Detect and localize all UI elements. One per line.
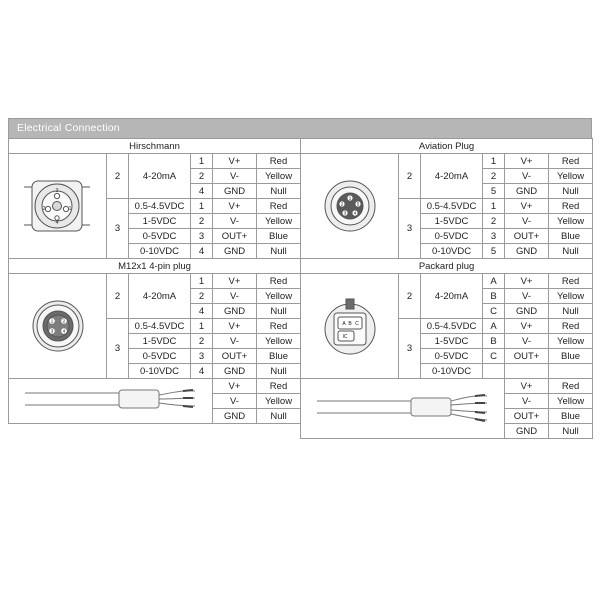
pin-color: Yellow	[549, 289, 593, 304]
connection-table	[8, 138, 593, 439]
pin-signal: V-	[213, 289, 257, 304]
svg-text:1: 1	[68, 206, 71, 212]
section-title-m12: M12x1 4-pin plug	[9, 259, 301, 274]
pin-signal: V+	[213, 154, 257, 169]
packard-range-1-2: 0-5VDC	[421, 349, 483, 364]
cable-left-color: Null	[257, 409, 301, 424]
m12-diagram-svg	[12, 295, 104, 357]
cable-right-color: Null	[549, 424, 593, 439]
pin-number: 5	[483, 184, 505, 199]
svg-text:2: 2	[62, 318, 65, 324]
hirschmann-range-1-0: 0.5-4.5VDC	[129, 199, 191, 214]
svg-text:1: 1	[50, 318, 53, 324]
pin-color: Blue	[257, 349, 301, 364]
electrical-connection-sheet	[8, 118, 592, 474]
pin-color: Red	[257, 199, 301, 214]
cable-right-signal: V-	[505, 394, 549, 409]
section-title-aviation: Aviation Plug	[301, 139, 593, 154]
cable-left-color: Red	[257, 379, 301, 394]
cable-right-signal: OUT+	[505, 409, 549, 424]
pin-number: 2	[191, 214, 213, 229]
pin-signal: V-	[505, 289, 549, 304]
table-row	[9, 379, 593, 394]
pin-number: C	[483, 349, 505, 364]
packard-group-num-0: 2	[399, 274, 421, 319]
pin-color: Blue	[549, 229, 593, 244]
m12-range-1-3: 0-10VDC	[129, 364, 191, 379]
pin-signal: V+	[505, 319, 549, 334]
pin-signal: V-	[213, 334, 257, 349]
cable-right-color: Yellow	[549, 394, 593, 409]
m12-range-1-2: 0-5VDC	[129, 349, 191, 364]
svg-text:3: 3	[55, 188, 58, 194]
pin-number: 4	[191, 244, 213, 259]
m12-connector-image	[9, 274, 107, 379]
pin-signal: V+	[505, 154, 549, 169]
pin-signal: V-	[505, 169, 549, 184]
pin-number: 5	[483, 244, 505, 259]
pin-number: 1	[191, 154, 213, 169]
m12-range-1-1: 1-5VDC	[129, 334, 191, 349]
hirschmann-range-1-3: 0-10VDC	[129, 244, 191, 259]
aviation-connector-image	[301, 154, 399, 259]
cable-right-svg	[315, 381, 491, 437]
svg-text:A: A	[341, 321, 346, 327]
pin-number: B	[483, 334, 505, 349]
packard-range-1-1: 1-5VDC	[421, 334, 483, 349]
hirschmann-diagram-svg	[12, 175, 104, 237]
aviation-range-0: 4-20mA	[421, 154, 483, 199]
pin-number: 4	[191, 304, 213, 319]
spacer-cell	[213, 424, 257, 439]
pin-signal: GND	[213, 184, 257, 199]
packard-range-1-0: 0.5-4.5VDC	[421, 319, 483, 334]
pin-color: Yellow	[257, 214, 301, 229]
svg-text:B: B	[347, 321, 352, 327]
svg-text:IC: IC	[342, 334, 348, 340]
packard-range-0: 4-20mA	[421, 274, 483, 319]
pin-signal: V+	[213, 319, 257, 334]
pin-color: Red	[549, 274, 593, 289]
packard-diagram-svg	[304, 293, 396, 359]
pin-signal: GND	[505, 184, 549, 199]
pin-number: A	[483, 274, 505, 289]
pin-number: A	[483, 319, 505, 334]
aviation-group-num-1: 3	[399, 199, 421, 259]
m12-group-num-1: 3	[107, 319, 129, 379]
pin-color: Null	[549, 304, 593, 319]
table-row	[9, 259, 593, 274]
spacer-cell	[9, 424, 213, 439]
pin-number: 2	[483, 169, 505, 184]
pin-number: 3	[483, 229, 505, 244]
pin-color: Null	[257, 364, 301, 379]
pin-color: Null	[257, 304, 301, 319]
pin-signal: GND	[213, 364, 257, 379]
pin-number: 2	[483, 214, 505, 229]
pin-number: 1	[483, 154, 505, 169]
hirschmann-range-0: 4-20mA	[129, 154, 191, 199]
section-title-packard: Packard plug	[301, 259, 593, 274]
pin-color: Yellow	[257, 169, 301, 184]
cable-left-signal: GND	[213, 409, 257, 424]
empty-cell	[505, 364, 549, 379]
hirschmann-group-num-1: 3	[107, 199, 129, 259]
svg-text:5: 5	[356, 201, 359, 207]
pin-color: Yellow	[549, 214, 593, 229]
cable-right-image	[301, 379, 505, 439]
pin-number: 2	[191, 334, 213, 349]
pin-color: Red	[257, 154, 301, 169]
svg-text:2: 2	[340, 201, 343, 207]
pin-signal: V-	[213, 214, 257, 229]
aviation-range-1-1: 1-5VDC	[421, 214, 483, 229]
table-row	[9, 139, 593, 154]
pin-signal: V-	[505, 214, 549, 229]
m12-range-1-0: 0.5-4.5VDC	[129, 319, 191, 334]
aviation-group-num-0: 2	[399, 154, 421, 199]
pin-color: Null	[549, 184, 593, 199]
pin-color: Blue	[549, 349, 593, 364]
svg-text:3: 3	[50, 328, 53, 334]
table-row	[9, 154, 593, 169]
pin-number: 2	[191, 289, 213, 304]
cable-right-color: Red	[549, 379, 593, 394]
pin-number: 3	[191, 349, 213, 364]
pin-color: Red	[549, 199, 593, 214]
pin-signal: GND	[213, 304, 257, 319]
spacer-cell	[257, 424, 301, 439]
pin-color: Null	[549, 244, 593, 259]
packard-connector-image	[301, 274, 399, 379]
cable-left-signal: V-	[213, 394, 257, 409]
pin-number: 1	[191, 199, 213, 214]
pin-number: 4	[191, 364, 213, 379]
packard-group-num-1: 3	[399, 319, 421, 379]
cable-right-color: Blue	[549, 409, 593, 424]
empty-cell	[549, 364, 593, 379]
cable-left-signal: V+	[213, 379, 257, 394]
pin-signal: V+	[505, 274, 549, 289]
hirschmann-range-1-2: 0-5VDC	[129, 229, 191, 244]
svg-text:C: C	[354, 321, 359, 327]
pin-color: Blue	[257, 229, 301, 244]
svg-text:4: 4	[62, 328, 65, 334]
pin-signal: V+	[213, 199, 257, 214]
pin-signal: OUT+	[505, 349, 549, 364]
pin-color: Yellow	[257, 334, 301, 349]
pin-number: 4	[191, 184, 213, 199]
empty-cell	[483, 364, 505, 379]
m12-group-num-0: 2	[107, 274, 129, 319]
svg-text:3: 3	[343, 210, 346, 216]
pin-color: Yellow	[257, 289, 301, 304]
svg-text:4: 4	[55, 220, 58, 226]
pin-signal: OUT+	[213, 349, 257, 364]
pin-signal: OUT+	[213, 229, 257, 244]
pin-color: Yellow	[549, 169, 593, 184]
cable-left-color: Yellow	[257, 394, 301, 409]
packard-range-1-3: 0-10VDC	[421, 364, 483, 379]
svg-text:4: 4	[353, 210, 356, 216]
pin-signal: GND	[213, 244, 257, 259]
pin-signal: V+	[505, 199, 549, 214]
pin-number: 2	[191, 169, 213, 184]
pin-signal: GND	[505, 244, 549, 259]
hirschmann-group-num-0: 2	[107, 154, 129, 199]
pin-number: 3	[191, 229, 213, 244]
aviation-range-1-2: 0-5VDC	[421, 229, 483, 244]
page-title: Electrical Connection	[8, 118, 592, 138]
aviation-range-1-3: 0-10VDC	[421, 244, 483, 259]
cable-right-signal: GND	[505, 424, 549, 439]
svg-text:2: 2	[42, 206, 45, 212]
cable-left-image	[9, 379, 213, 424]
pin-color: Red	[549, 154, 593, 169]
aviation-range-1-0: 0.5-4.5VDC	[421, 199, 483, 214]
aviation-diagram-svg	[304, 175, 396, 237]
cable-right-signal: V+	[505, 379, 549, 394]
hirschmann-connector-image	[9, 154, 107, 259]
section-title-hirschmann: Hirschmann	[9, 139, 301, 154]
pin-number: C	[483, 304, 505, 319]
pin-signal: V+	[213, 274, 257, 289]
pin-number: B	[483, 289, 505, 304]
pin-color: Null	[257, 244, 301, 259]
pin-color: Red	[257, 274, 301, 289]
pin-signal: GND	[505, 304, 549, 319]
pin-color: Red	[549, 319, 593, 334]
pin-signal: OUT+	[505, 229, 549, 244]
pin-signal: V-	[505, 334, 549, 349]
svg-text:1: 1	[348, 195, 351, 201]
pin-color: Red	[257, 319, 301, 334]
m12-range-0: 4-20mA	[129, 274, 191, 319]
pin-number: 1	[191, 319, 213, 334]
cable-left-svg	[23, 379, 199, 423]
pin-color: Yellow	[549, 334, 593, 349]
hirschmann-range-1-1: 1-5VDC	[129, 214, 191, 229]
pin-number: 1	[191, 274, 213, 289]
pin-signal: V-	[213, 169, 257, 184]
pin-color: Null	[257, 184, 301, 199]
table-row	[9, 274, 593, 289]
pin-number: 1	[483, 199, 505, 214]
